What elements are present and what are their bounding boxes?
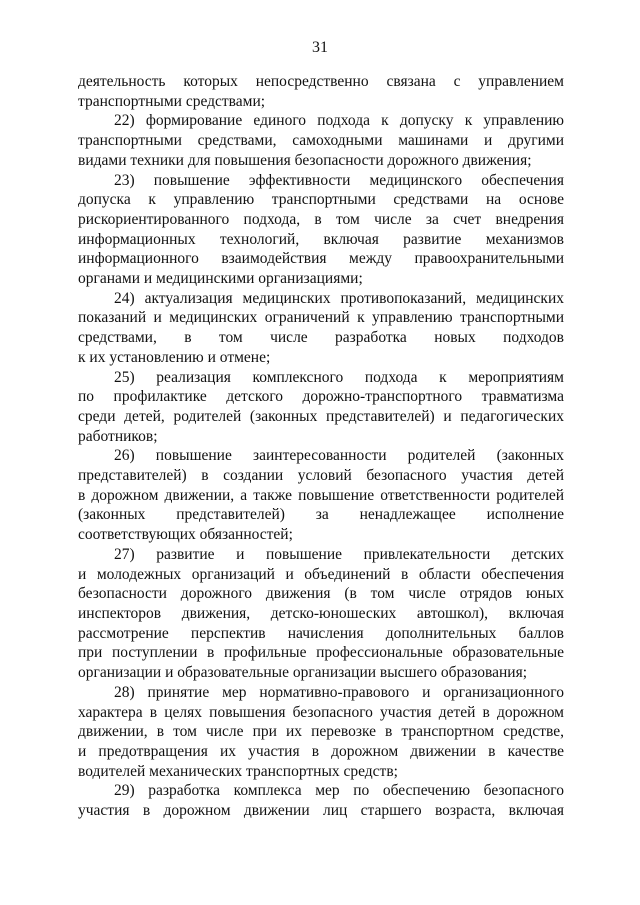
text-line: (законных представителей) за ненадлежащее исполнение [78, 506, 564, 524]
text-line: инспекторов движения, детско-юношеских автошкол), включая [78, 604, 564, 622]
text-line: движении, в том числе при их перевозке в транспортном средстве, [78, 723, 564, 741]
text-line: допуска к управлению транспортными средствами на основе [78, 191, 564, 209]
text-line: транспортными средствами; [78, 92, 266, 110]
text-line: транспортными средствами, самоходными машинами и другими [78, 132, 564, 150]
paragraph [78, 545, 564, 683]
text-line: 24) актуализация медицинских противопоказаний, медицинских [114, 289, 564, 307]
text-line: при поступлении в профильные профессиональные образовательные [78, 644, 564, 662]
text-line: 26) повышение заинтересованности родителей (законных [114, 447, 564, 465]
paragraph [78, 368, 564, 447]
text-line: 25) реализация комплексного подхода к мероприятиям [114, 368, 564, 386]
text-line: организации и образовательные организации высшего образования; [78, 664, 528, 682]
text-line: 28) принятие мер нормативно-правового и организационного [114, 683, 564, 701]
paragraph [78, 171, 564, 289]
text-line: участия в дорожном движении лиц старшего возраста, включая [78, 802, 564, 820]
text-line: к их установлению и отмене; [78, 348, 271, 366]
text-line: среди детей, родителей (законных представителей) и педагогических [78, 407, 564, 425]
text-line: информационного взаимодействия между правоохранительными [78, 250, 564, 268]
text-line: представителей) в создании условий безопасного участия детей [78, 467, 564, 485]
text-line: соответствующих обязанностей; [78, 526, 293, 544]
text-line: 22) формирование единого подхода к допуску к управлению [114, 112, 564, 130]
document-body [78, 72, 564, 821]
text-line: видами техники для повышения безопасности дорожного движения; [78, 151, 532, 169]
text-line: средствами, в том числе разработка новых подходов [78, 329, 564, 347]
text-line: водителей механических транспортных средств; [78, 762, 398, 780]
text-line: информационных технологий, включая развитие механизмов [78, 230, 564, 248]
text-line: 23) повышение эффективности медицинского обеспечения [114, 171, 564, 189]
page-number: 31 [312, 39, 328, 56]
text-line: рискориентированного подхода, в том числе за счет внедрения [78, 210, 564, 228]
text-line: 29) разработка комплекса мер по обеспечению безопасного [114, 782, 564, 800]
text-line: безопасности дорожного движения (в том числе отрядов юных [78, 585, 564, 603]
text-line: органами и медицинскими организациями; [78, 270, 363, 288]
text-line: рассмотрение перспектив начисления дополнительных баллов [78, 624, 564, 642]
paragraph [78, 289, 564, 368]
text-line: 27) развитие и повышение привлекательности детских [114, 545, 564, 563]
text-line: по профилактике детского дорожно-транспортного травматизма [78, 388, 564, 406]
text-line: деятельность которых непосредственно связана с управлением [78, 73, 564, 90]
text-line: и предотвращения их участия в дорожном движении в качестве [78, 742, 564, 760]
paragraph [78, 72, 564, 111]
text-line: работников; [78, 427, 158, 445]
text-line: показаний и медицинских ограничений к управлению транспортными [78, 309, 564, 327]
text-line: и молодежных организаций и объединений в области обеспечения [78, 565, 564, 583]
paragraph [78, 446, 564, 545]
paragraph [78, 781, 564, 820]
paragraph [78, 683, 564, 782]
paragraph [78, 111, 564, 170]
text-line: в дорожном движении, а также повышение ответственности родителей [78, 486, 564, 504]
text-line: характера в целях повышения безопасного участия детей в дорожном [78, 703, 564, 721]
